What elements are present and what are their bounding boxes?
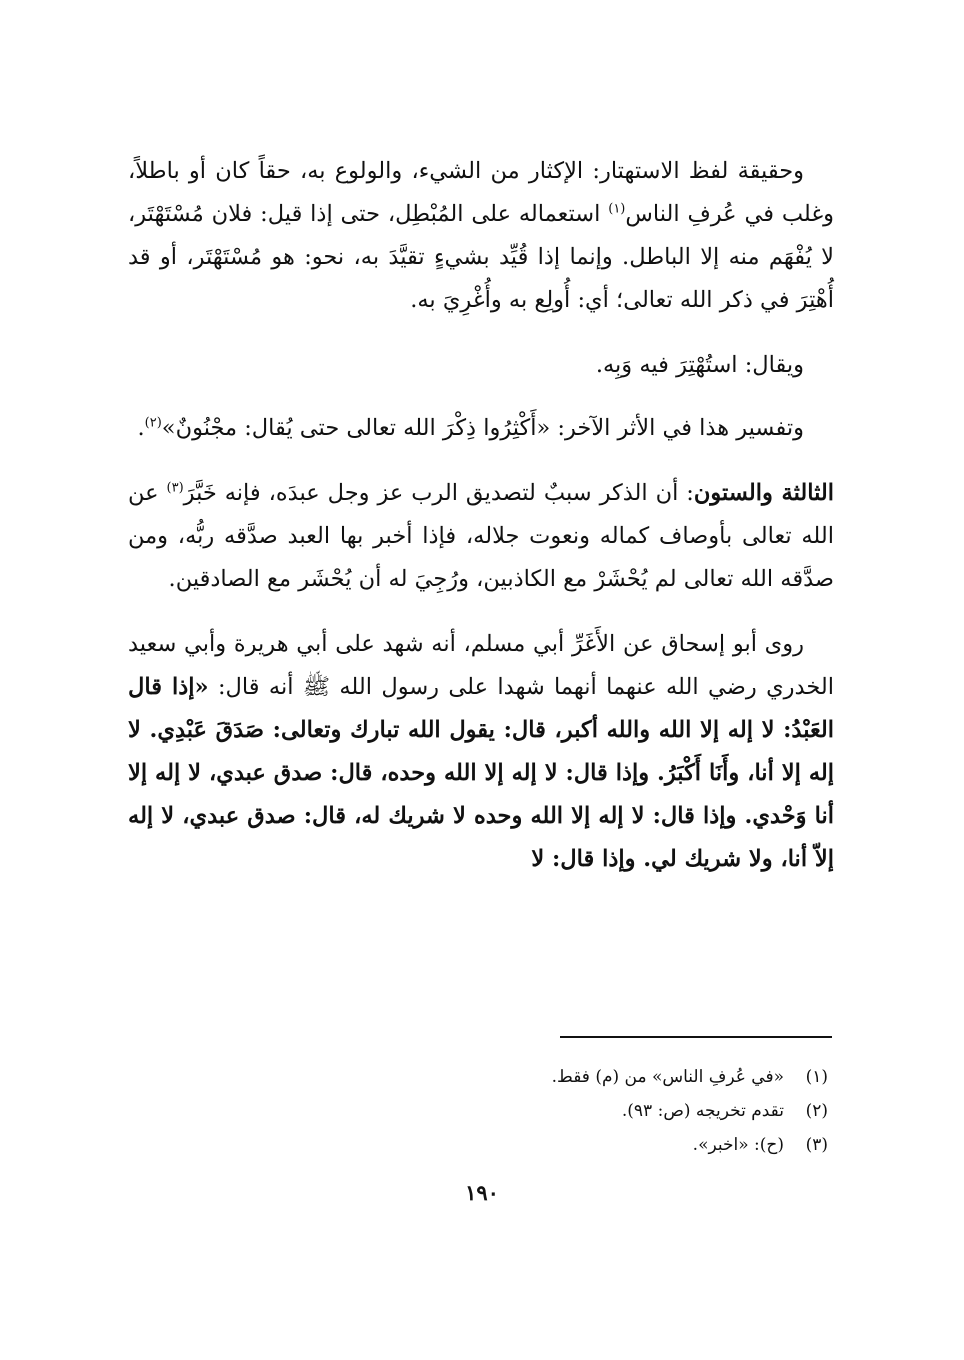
footnote-number: (٢) <box>805 1101 828 1121</box>
paragraph-text: عن الله تعالى بأوصاف كماله ونعوت جلاله، فإذا أخبر بها العبد صدَّقه ربُّه، ومن صدَّقه الله تعالى لم يُحْشَرْ مع الكاذبين، ورُجِيَ له أن يُحْشَر مع الصادقين. <box>128 480 834 592</box>
footnote-text: «في عُرفِ الناس» من (م) فقط. <box>551 1067 784 1087</box>
paragraph-text: استعماله على المُبْطِل، حتى إذا قيل: فلان مُسْتَهْتَر، لا يُفْهَم منه إلا الباطل. وإنما إذا قُيِّد بشيءٍ تقيَّدَ به، نحو: هو مُسْتَهْتَر، أو قد أُهْتِرَ في ذكر الله تعالى؛ أي: أُولِع به وأُغْرِيَ به. <box>128 201 834 313</box>
paragraph-text: روى أبو إسحاق عن الأَغَرِّ أبي مسلم، أنه شهد على أبي هريرة وأبي سعيد الخدري رضي الله عنهما أنهما شهدا على رسول الله ﷺ أنه قال: <box>128 631 834 700</box>
paragraph-hadith-narration <box>128 623 834 881</box>
footnote-reference-1[interactable]: (١) <box>608 201 626 217</box>
hadith-text: «إذا قال العَبْدُ: لا إله إلا الله والله أكبر، قال: يقول الله تبارك وتعالى: صَدَقَ عَبْدِي. لا إله إلا أنا، وأَنَا أَكْبَرُ. وإذا قال: لا إله إلا الله وحده، قال: صدق عبدي، لا إله إلا أنا وَحْدي. وإذا قال: لا إله إلا الله وحده لا شريك له، قال: صدق عبدي، لا إله إلاّ أنا، ولا شريك لي. وإذا قال: لا <box>128 674 834 872</box>
paragraph-istihtar-definition <box>128 150 834 322</box>
footnotes <box>328 1060 828 1162</box>
paragraph-sixty-third-benefit <box>128 472 834 601</box>
footnote-3 <box>328 1128 828 1162</box>
paragraph-athar-tafsir <box>128 407 834 450</box>
page-number: ١٩٠ <box>465 1180 499 1205</box>
footnote-divider <box>560 1036 832 1038</box>
page-body <box>128 150 834 903</box>
paragraph-text: وتفسير هذا في الأثر الآخر: «أَكْثِرُوا ذِكْرَ الله تعالى حتى يُقال: مجْنُونٌ» <box>161 415 804 441</box>
paragraph-text: : أن الذكر سببٌ لتصديق الرب عز وجل عبدَه، فإنه خَبَّرَ <box>183 480 694 506</box>
footnote-reference-3[interactable]: (٣) <box>166 480 184 496</box>
footnote-number: (١) <box>805 1067 828 1087</box>
footnote-reference-2[interactable]: (٢) <box>144 415 162 431</box>
section-lead-heading: الثالثة والستون <box>693 480 834 506</box>
paragraph-text: وحقيقة لفظ الاستهتار: الإكثار من الشيء، والولوع به، حقاً كان أو باطلاً، وغلب في عُرفِ الناس <box>128 158 834 227</box>
paragraph-text: ويقال: استُهْتِرَ فيه وَبِه. <box>595 352 804 378</box>
footnote-text: (ح): «اخبر». <box>692 1135 784 1155</box>
paragraph-text: . <box>137 415 145 441</box>
footnote-number: (٣) <box>805 1135 828 1155</box>
footnote-1 <box>328 1060 828 1094</box>
footnote-text: تقدم تخريجه (ص: ٩٣). <box>621 1101 784 1121</box>
footnote-2 <box>328 1094 828 1128</box>
paragraph-yuqal <box>128 344 834 387</box>
